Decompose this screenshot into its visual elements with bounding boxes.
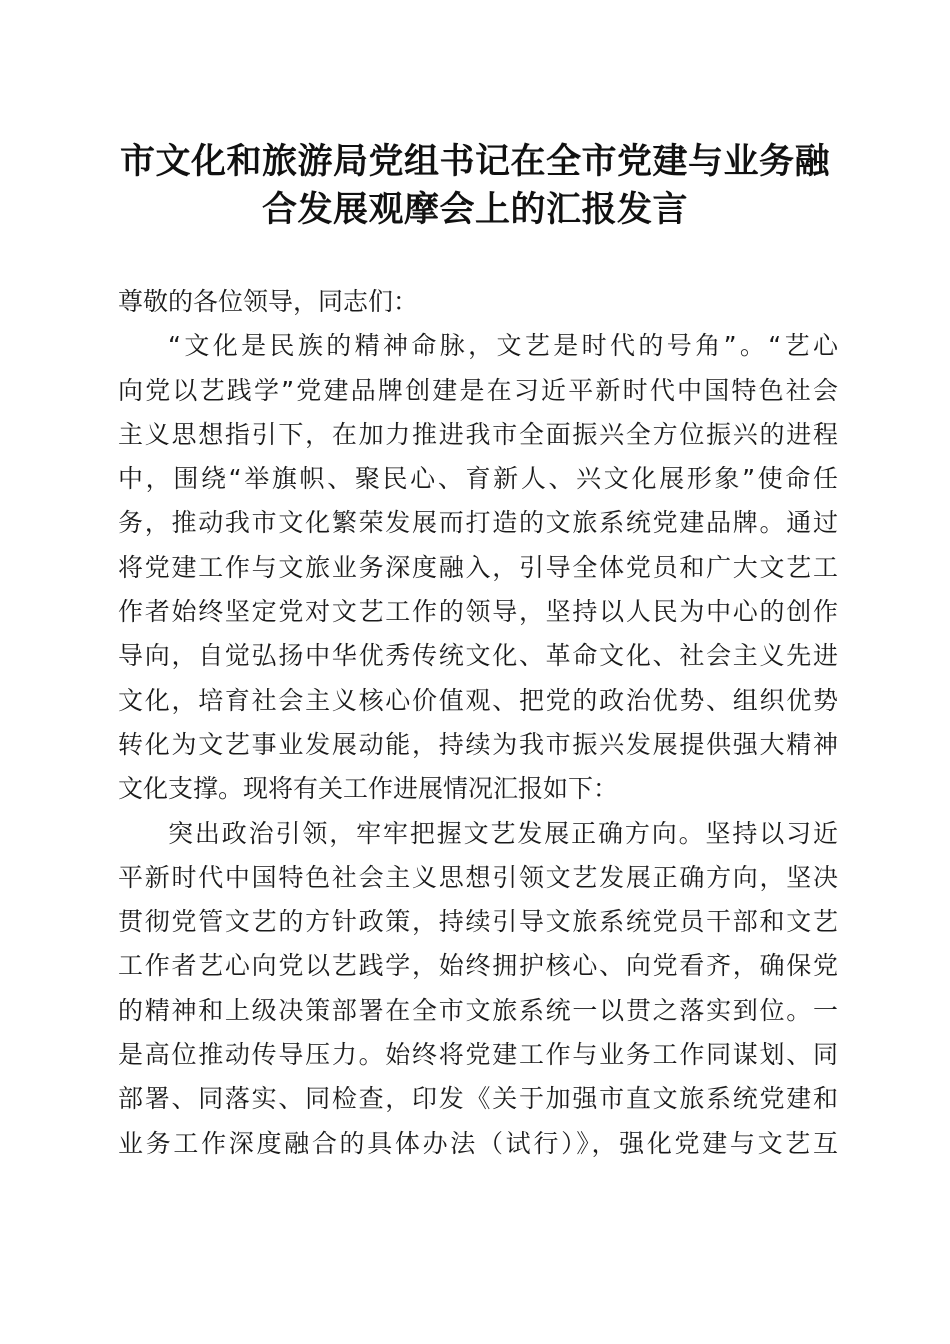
paragraph-line: 向党以艺践学”党建品牌创建是在习近平新时代中国特色社会 — [118, 375, 838, 405]
paragraph-2 — [118, 812, 838, 1166]
paragraph-line: 务，推动我市文化繁荣发展而打造的文旅系统党建品牌。通过 — [118, 508, 838, 538]
paragraph-line: 工作者艺心向党以艺践学，始终拥护核心、向党看齐，确保党 — [118, 951, 838, 981]
paragraph-line: 将党建工作与文旅业务深度融入，引导全体党员和广大文艺工 — [118, 552, 838, 582]
paragraph-line: 文化，培育社会主义核心价值观、把党的政治优势、组织优势 — [118, 685, 838, 715]
title-line-2: 合发展观摩会上的汇报发言 — [261, 189, 688, 230]
paragraph-line: 业务工作深度融合的具体办法（试行）》，强化党建与文艺互 — [118, 1128, 838, 1158]
paragraph-line: 平新时代中国特色社会主义思想引领文艺发展正确方向，坚决 — [118, 862, 838, 892]
paragraph-line: 文化支撑。现将有关工作进展情况汇报如下： — [118, 774, 619, 804]
paragraph-line: 主义思想指引下，在加力推进我市全面振兴全方位振兴的进程 — [118, 419, 838, 449]
paragraph-1 — [118, 324, 838, 811]
paragraph-line: 突出政治引领，牢牢把握文艺发展正确方向。坚持以习近 — [168, 818, 838, 848]
paragraph-line: 部署、同落实、同检查，印发《关于加强市直文旅系统党建和 — [118, 1084, 838, 1114]
paragraph-line: 贯彻党管文艺的方针政策，持续引导文旅系统党员干部和文艺 — [118, 907, 838, 937]
document-body — [118, 280, 838, 1166]
salutation: 尊敬的各位领导，同志们： — [118, 287, 419, 316]
paragraph-line: 是高位推动传导压力。始终将党建工作与业务工作同谋划、同 — [118, 1040, 838, 1070]
paragraph-line: 的精神和上级决策部署在全市文旅系统一以贯之落实到位。一 — [118, 995, 838, 1025]
paragraph-line: 转化为文艺事业发展动能，持续为我市振兴发展提供强大精神 — [118, 729, 838, 759]
paragraph-line: 作者始终坚定党对文艺工作的领导，坚持以人民为中心的创作 — [118, 597, 838, 627]
title-line-1: 市文化和旅游局党组书记在全市党建与业务融 — [119, 141, 830, 182]
document-title — [100, 138, 850, 234]
paragraph-line: 中，围绕“举旗帜、聚民心、育新人、兴文化展形象”使命任 — [118, 464, 838, 494]
paragraph-line: “文化是民族的精神命脉，文艺是时代的号角”。“艺心 — [168, 331, 838, 361]
paragraph-line: 导向，自觉弘扬中华优秀传统文化、革命文化、社会主义先进 — [118, 641, 838, 671]
